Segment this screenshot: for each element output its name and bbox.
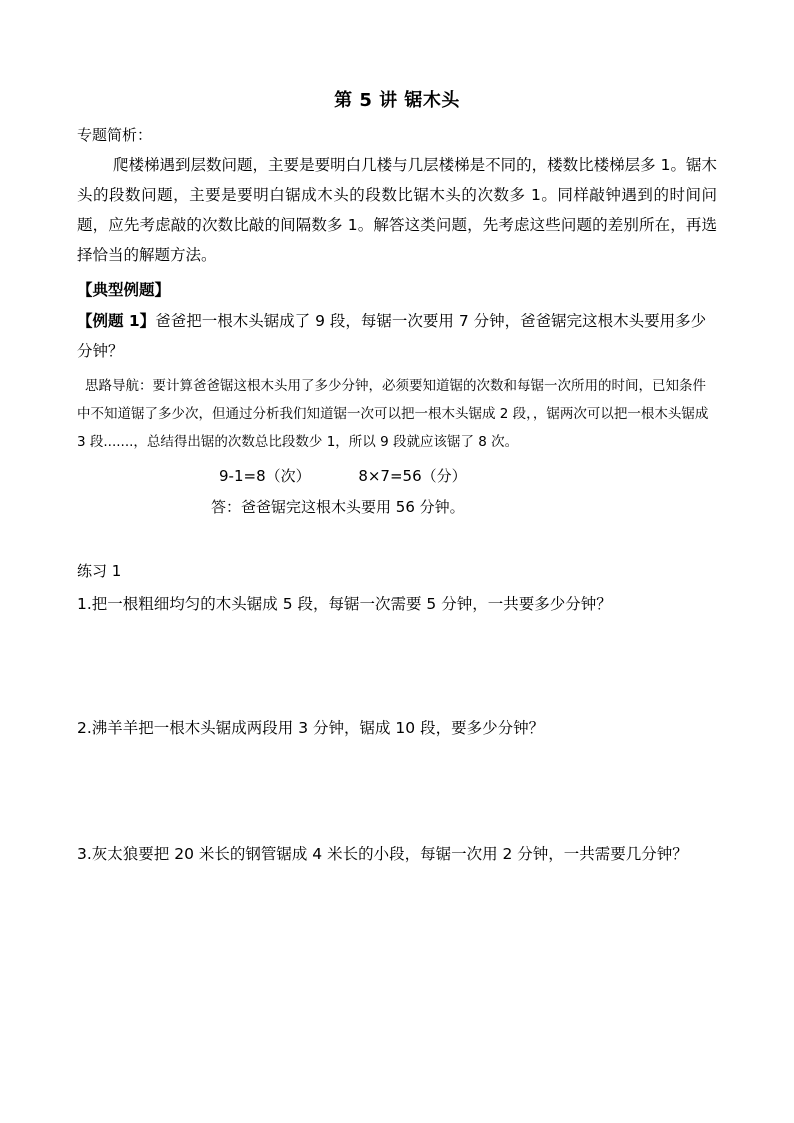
intro-paragraph: 爬楼梯遇到层数问题，主要是要明白几楼与几层楼梯是不同的，楼数比楼梯层多 1。锯木头的段数问题，主要是要明白锯成木头的段数比锯木头的次数多 1。同样敲钟遇到的时间问题，应先考虑敲的次数比敲的间隔数多 1。解答这类问题，先考虑这些问题的差别所在，再选择恰当的解题方法。 <box>77 156 717 264</box>
practice-label: 练习 1 <box>77 562 122 580</box>
practice-question-1: 1.把一根粗细均匀的木头锯成 5 段，每锯一次需要 5 分钟，一共要多少分钟？ <box>77 595 612 613</box>
calc-step-1: 9-1=8（次） <box>219 467 311 485</box>
answer-line: 答：爸爸锯完这根木头要用 56 分钟。 <box>211 498 465 516</box>
page-title: 第 5 讲 锯木头 <box>334 90 460 111</box>
section-label-overview: 专题简析： <box>77 126 153 144</box>
example-1-text: 爸爸把一根木头锯成了 9 段，每锯一次要用 7 分钟，爸爸锯完这根木头要用多少分钟？ <box>77 312 707 360</box>
calc-step-2: 8×7=56（分） <box>358 467 467 485</box>
solution-hint: 思路导航：要计算爸爸锯这根木头用了多少分钟，必须要知道锯的次数和每锯一次所用的时间，已知条件中不知道锯了多少次，但通过分析我们知道锯一次可以把一根木头锯成 2 段，，锯两次可以把一根木头锯成 3 段.......，总结得出锯的次数总比段数少 1，所以 9 段就应该锯了 8 次。 <box>77 378 709 450</box>
example-1-label: 【例题 1】 <box>77 312 156 330</box>
practice-question-3: 3.灰太狼要把 20 米长的钢管锯成 4 米长的小段，每锯一次用 2 分钟，一共需要几分钟？ <box>77 845 688 863</box>
practice-question-2: 2.沸羊羊把一根木头锯成两段用 3 分钟，锯成 10 段，要多少分钟？ <box>77 719 545 737</box>
calculation-line <box>219 465 467 486</box>
typical-examples-heading: 【典型例题】 <box>77 281 171 299</box>
example-1 <box>77 306 717 366</box>
